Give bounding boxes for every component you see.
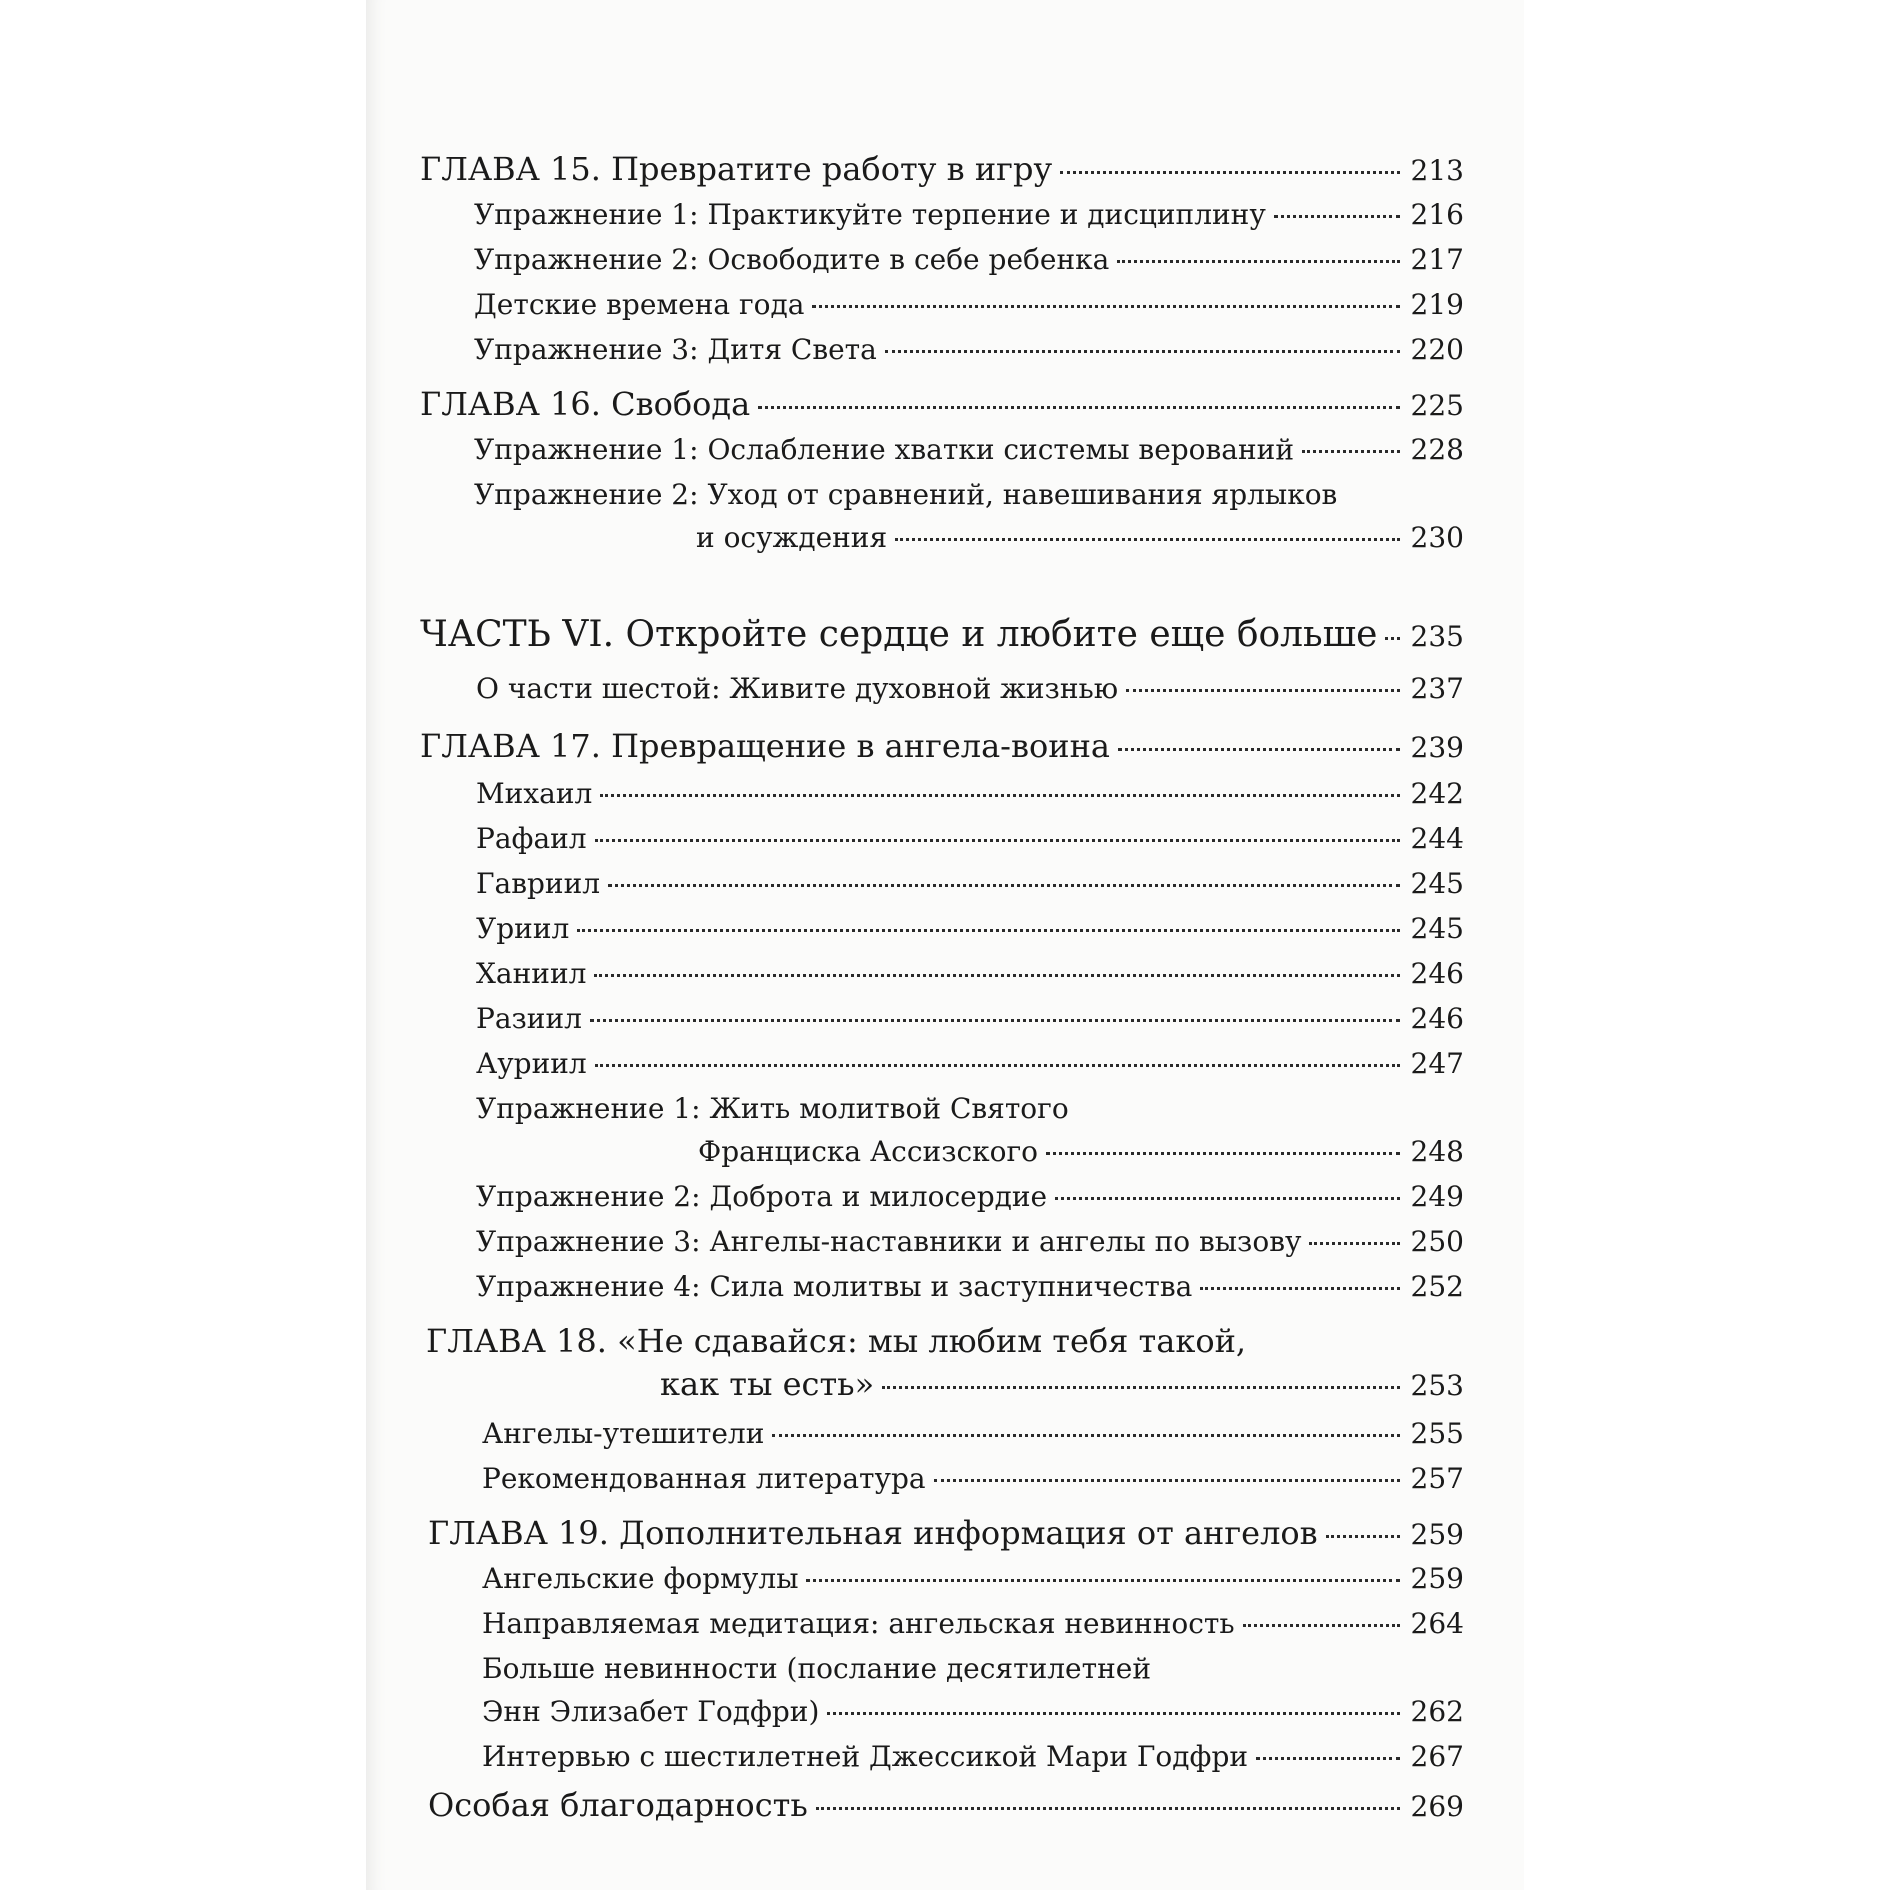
toc-entry-title: Рекомендованная литература (482, 1462, 926, 1495)
toc-chapter-18[interactable]: ГЛАВА 18. «Не сдавайся: мы любим тебя такой, (426, 1322, 1247, 1360)
dot-leader (1126, 689, 1400, 692)
dot-leader (1060, 171, 1400, 174)
dot-leader (600, 794, 1400, 797)
toc-entry[interactable] (474, 333, 1464, 366)
dot-leader (882, 1386, 1400, 1389)
dot-leader (1200, 1287, 1400, 1290)
dot-leader (1055, 1197, 1400, 1200)
toc-page-number: 269 (1410, 1790, 1464, 1823)
book-page (366, 0, 1524, 1890)
toc-page-number: 267 (1410, 1740, 1464, 1773)
toc-entry-title: О части шестой: Живите духовной жизнью (476, 672, 1119, 705)
dot-leader (595, 1064, 1400, 1067)
toc-page-number: 225 (1410, 389, 1464, 422)
dot-leader (758, 406, 1400, 409)
toc-page-number: 228 (1410, 433, 1464, 466)
toc-page-number: 216 (1410, 198, 1464, 231)
toc-entry-title: Рафаил (476, 822, 587, 855)
dot-leader (1309, 1242, 1400, 1245)
toc-entry-title: ЧАСТЬ VI. Откройте сердце и любите еще больше (420, 614, 1378, 655)
table-of-contents (366, 0, 1524, 1890)
toc-entry[interactable] (474, 198, 1464, 231)
toc-page-number: 244 (1410, 822, 1464, 855)
dot-leader (772, 1434, 1400, 1437)
toc-entry-title: ГЛАВА 19. Дополнительная информация от ангелов (428, 1514, 1318, 1552)
toc-entry-title: Упражнение 4: Сила молитвы и заступничества (476, 1270, 1193, 1303)
toc-entry-title: Ангелы-утешители (482, 1417, 765, 1450)
toc-entry[interactable] (660, 1365, 1464, 1403)
toc-entry[interactable] (482, 1462, 1464, 1495)
toc-page-number: 249 (1410, 1180, 1464, 1213)
dot-leader (895, 538, 1400, 541)
toc-page-number: 213 (1410, 154, 1464, 187)
toc-entry[interactable] (482, 1695, 1464, 1728)
toc-entry[interactable] (476, 672, 1464, 705)
toc-entry-title: Упражнение 2: Освободите в себе ребенка (474, 243, 1110, 276)
toc-entry-title: Упражнение 3: Ангелы-наставники и ангелы по вызову (476, 1225, 1302, 1258)
dot-leader (1117, 260, 1400, 263)
toc-entry[interactable] (476, 1180, 1464, 1213)
toc-entry[interactable] (476, 912, 1464, 945)
toc-entry-title: ГЛАВА 17. Превращение в ангела-воина (420, 727, 1110, 765)
toc-page-number: 252 (1410, 1270, 1464, 1303)
toc-page-number: 217 (1410, 243, 1464, 276)
toc-entry[interactable] (482, 1607, 1464, 1640)
dot-leader (1326, 1535, 1400, 1538)
toc-entry[interactable] (698, 1135, 1464, 1168)
toc-entry[interactable] (476, 867, 1464, 900)
toc-entry[interactable] (476, 957, 1464, 990)
toc-entry-title: Упражнение 1: Практикуйте терпение и дисциплину (474, 198, 1266, 231)
toc-page-number: 264 (1410, 1607, 1464, 1640)
dot-leader (1302, 450, 1400, 453)
toc-page-number: 246 (1410, 1002, 1464, 1035)
toc-entry[interactable] (476, 777, 1464, 810)
dot-leader (816, 1807, 1400, 1810)
toc-entry-title: Упражнение 3: Дитя Света (474, 333, 877, 366)
toc-entry-title: Интервью с шестилетней Джессикой Мари Годфри (482, 1740, 1249, 1773)
toc-page-number: 262 (1410, 1695, 1464, 1728)
dot-leader (812, 305, 1400, 308)
toc-entry-title-continued: Энн Элизабет Годфри) (482, 1695, 820, 1728)
toc-entry[interactable] (476, 1002, 1464, 1035)
dot-leader (1274, 215, 1400, 218)
toc-entry[interactable] (482, 1417, 1464, 1450)
toc-entry-title[interactable]: Упражнение 1: Жить молитвой Святого (476, 1092, 1069, 1125)
toc-part-6[interactable] (420, 614, 1464, 655)
toc-entry-title: Разиил (476, 1002, 582, 1035)
dot-leader (590, 1019, 1400, 1022)
dot-leader (1256, 1757, 1400, 1760)
toc-entry[interactable] (476, 822, 1464, 855)
toc-page-number: 242 (1410, 777, 1464, 810)
toc-page-number: 259 (1410, 1518, 1464, 1551)
toc-entry-title: Детские времена года (474, 288, 805, 321)
toc-page-number: 259 (1410, 1562, 1464, 1595)
toc-entry[interactable] (474, 288, 1464, 321)
toc-entry-title: Упражнение 1: Ослабление хватки системы верований (474, 433, 1294, 466)
toc-page-number: 230 (1410, 521, 1464, 554)
toc-page-number: 245 (1410, 867, 1464, 900)
dot-leader (1046, 1152, 1400, 1155)
toc-chapter-19[interactable] (428, 1514, 1464, 1552)
dot-leader (827, 1712, 1400, 1715)
toc-page-number: 246 (1410, 957, 1464, 990)
toc-entry-title: ГЛАВА 15. Превратите работу в игру (420, 150, 1053, 188)
toc-entry-title: Михаил (476, 777, 593, 810)
toc-entry-title-continued: Франциска Ассизского (698, 1135, 1039, 1168)
toc-page-number: 220 (1410, 333, 1464, 366)
toc-entry-title: Особая благодарность (428, 1786, 808, 1824)
toc-entry[interactable] (482, 1740, 1464, 1773)
toc-entry-title: Уриил (476, 912, 570, 945)
toc-page-number: 219 (1410, 288, 1464, 321)
toc-entry[interactable] (476, 1270, 1464, 1303)
toc-entry-title-continued: как ты есть» (660, 1365, 875, 1403)
toc-page-number: 255 (1410, 1417, 1464, 1450)
dot-leader (806, 1579, 1400, 1582)
dot-leader (934, 1479, 1400, 1482)
toc-page-number: 235 (1410, 620, 1464, 653)
dot-leader (1118, 748, 1400, 751)
dot-leader (1385, 637, 1400, 640)
toc-entry[interactable] (696, 521, 1464, 554)
dot-leader (577, 929, 1400, 932)
toc-entry-title: Гавриил (476, 867, 601, 900)
toc-page-number: 248 (1410, 1135, 1464, 1168)
toc-page-number: 257 (1410, 1462, 1464, 1495)
toc-entry-title: ГЛАВА 16. Свобода (420, 385, 751, 423)
toc-entry[interactable] (482, 1562, 1464, 1595)
toc-acknowledgements[interactable] (428, 1786, 1464, 1824)
toc-entry-title: Упражнение 2: Доброта и милосердие (476, 1180, 1048, 1213)
toc-entry-title[interactable]: Больше невинности (послание десятилетней (482, 1652, 1151, 1685)
toc-entry[interactable] (476, 1047, 1464, 1080)
toc-entry[interactable] (474, 243, 1464, 276)
toc-page-number: 247 (1410, 1047, 1464, 1080)
toc-page-number: 253 (1410, 1369, 1464, 1402)
toc-page-number: 250 (1410, 1225, 1464, 1258)
toc-entry-title: Направляемая медитация: ангельская невинность (482, 1607, 1235, 1640)
toc-chapter-15[interactable] (420, 150, 1464, 188)
toc-entry[interactable] (474, 433, 1464, 466)
toc-entry-title-continued: и осуждения (696, 521, 888, 554)
dot-leader (608, 884, 1400, 887)
dot-leader (594, 974, 1400, 977)
toc-entry-title: Ауриил (476, 1047, 587, 1080)
toc-entry[interactable] (476, 1225, 1464, 1258)
dot-leader (885, 350, 1400, 353)
toc-entry-title[interactable]: Упражнение 2: Уход от сравнений, навешивания ярлыков (474, 478, 1338, 511)
toc-page-number: 237 (1410, 672, 1464, 705)
toc-entry-title: Ханиил (476, 957, 587, 990)
toc-chapter-16[interactable] (420, 385, 1464, 423)
toc-chapter-17[interactable] (420, 727, 1464, 765)
toc-page-number: 239 (1410, 731, 1464, 764)
dot-leader (595, 839, 1400, 842)
dot-leader (1243, 1624, 1400, 1627)
toc-entry-title: Ангельские формулы (482, 1562, 799, 1595)
toc-page-number: 245 (1410, 912, 1464, 945)
